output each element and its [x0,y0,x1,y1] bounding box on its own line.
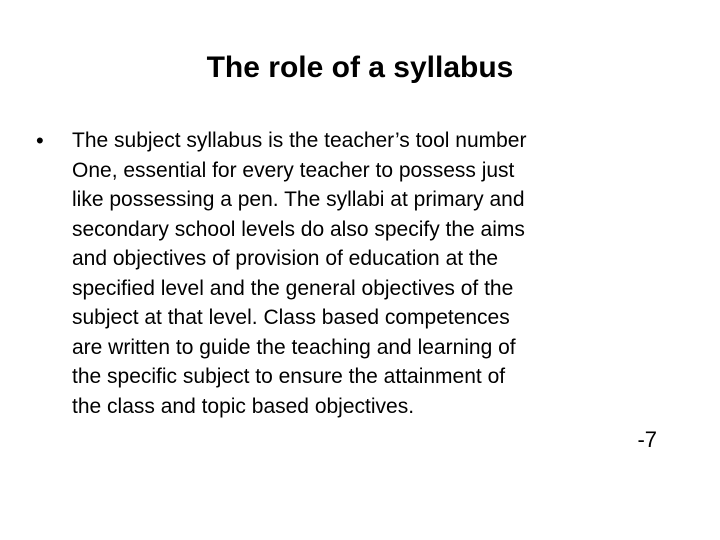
bullet-text-line: and objectives of provision of education at the [72,247,499,270]
bullet-text-line: like possessing a pen. The syllabi at primary and [72,188,525,211]
bullet-item [30,126,680,421]
slide-title: The role of a syllabus [206,51,514,84]
slide-body [30,126,680,421]
bullet-text-line: The subject syllabus is the teacher’s tool number [72,129,527,152]
bullet-dot-icon: • [36,128,44,153]
bullet-text-line: specified level and the general objectives of the [72,276,514,300]
bullet-text-line: the class and topic based objectives. [72,394,415,418]
page-number: -7 [637,427,657,452]
bullet-text-line: are written to guide the teaching and learning of [72,335,516,359]
bullet-text-line: the specific subject to ensure the attainment of [72,365,506,388]
bullet-text-line: One, essential for every teacher to possess just [72,158,515,182]
bullet-text-line: secondary school levels do also specify the aims [72,217,525,241]
bullet-text-line: subject at that level. Class based competences [72,306,510,329]
